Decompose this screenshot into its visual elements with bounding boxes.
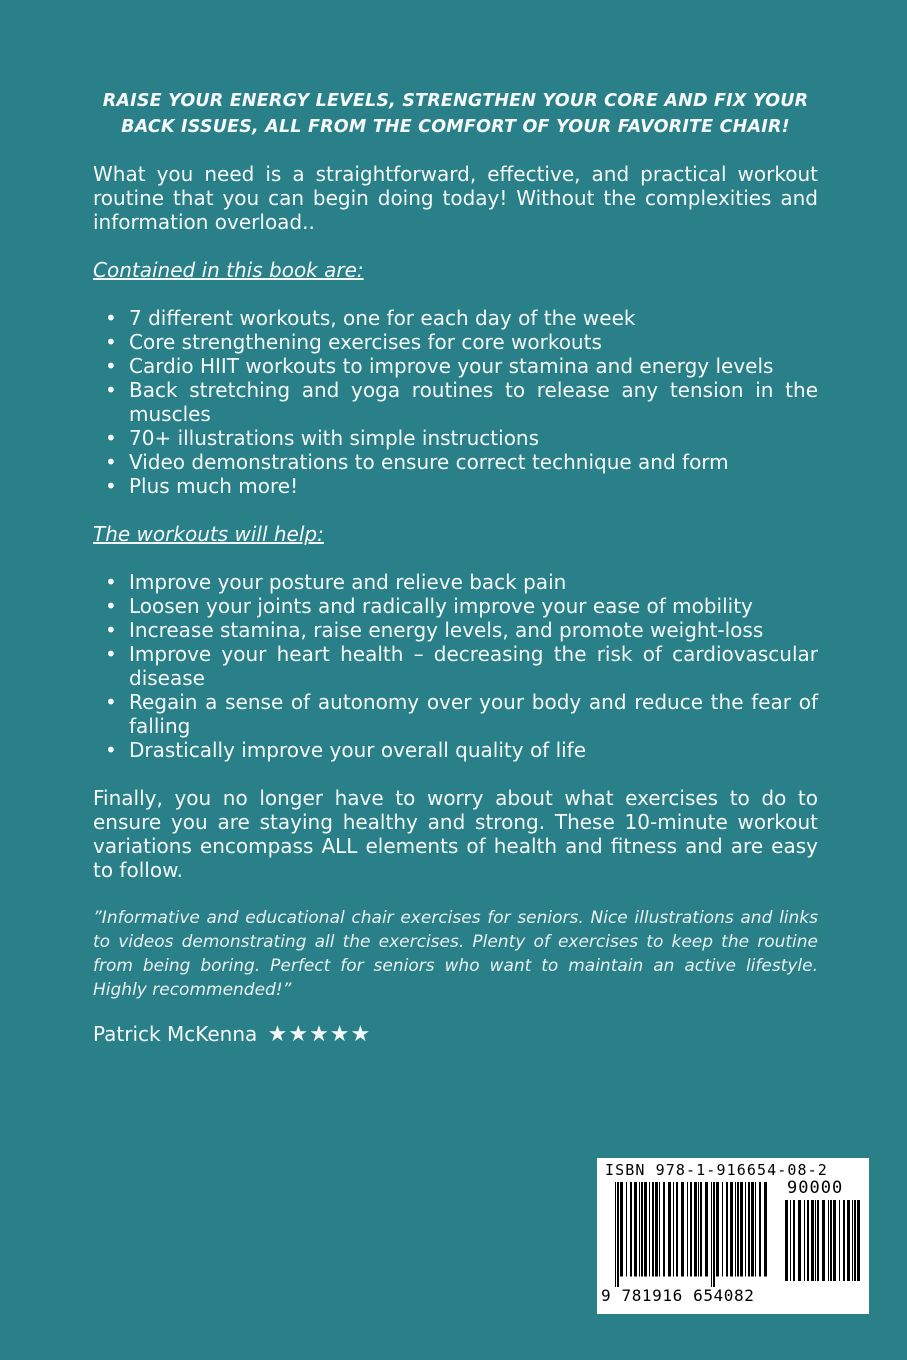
barcode-bar bbox=[847, 1200, 850, 1281]
barcode-bar bbox=[641, 1182, 643, 1277]
barcode-bar bbox=[659, 1182, 660, 1277]
contents-heading: Contained in this book are: bbox=[93, 258, 364, 282]
list-item: • Cardio HIIT workouts to improve your stamina and energy levels bbox=[93, 354, 818, 378]
headline: RAISE YOUR ENERGY LEVELS, STRENGTHEN YOUR CORE AND FIX YOUR BACK ISSUES, ALL FROM THE COMFORT OF YOUR FAVORITE CHAIR! bbox=[102, 91, 809, 137]
reviewer-name: Patrick McKenna bbox=[93, 1022, 258, 1046]
barcode-bar bbox=[852, 1200, 853, 1281]
barcode-bar bbox=[630, 1182, 632, 1277]
list-item: • Drastically improve your overall quality of life bbox=[93, 738, 818, 762]
barcode-bar bbox=[615, 1182, 616, 1287]
barcode-bar bbox=[735, 1182, 736, 1277]
barcode-bar bbox=[833, 1200, 836, 1281]
contents-list bbox=[93, 306, 818, 498]
barcode-bar bbox=[745, 1182, 746, 1277]
barcode-bar bbox=[740, 1182, 743, 1277]
barcode-bar bbox=[649, 1182, 650, 1277]
list-item: • 7 different workouts, one for each day of the week bbox=[93, 306, 818, 330]
benefits-heading: The workouts will help: bbox=[93, 522, 324, 546]
barcode-bar bbox=[617, 1182, 619, 1287]
barcode-bar bbox=[807, 1200, 809, 1281]
barcode-bar bbox=[822, 1200, 825, 1281]
barcode-bar bbox=[751, 1182, 754, 1277]
benefits-list bbox=[93, 570, 818, 762]
list-item: • Regain a sense of autonomy over your body and reduce the fear of falling bbox=[93, 690, 818, 738]
barcode-bar bbox=[722, 1182, 723, 1277]
barcode-bar bbox=[681, 1182, 684, 1277]
ean-barcode-bars bbox=[615, 1182, 771, 1287]
barcode-bar bbox=[785, 1200, 788, 1281]
barcode-bar bbox=[857, 1200, 860, 1281]
barcode-bar bbox=[700, 1182, 702, 1277]
barcode-bar bbox=[652, 1182, 654, 1277]
barcode-bar bbox=[655, 1182, 658, 1277]
list-item: • 70+ illustrations with simple instructions bbox=[93, 426, 818, 450]
barcode-bar bbox=[737, 1182, 739, 1277]
barcode-bar bbox=[755, 1182, 756, 1277]
isbn-text: ISBN 978-1-916654-08-2 bbox=[605, 1161, 828, 1179]
barcode-bar bbox=[726, 1182, 728, 1277]
barcode-bar bbox=[843, 1200, 845, 1281]
barcode-bar bbox=[644, 1182, 647, 1277]
barcode-bar bbox=[634, 1182, 637, 1277]
intro-paragraph: What you need is a straightforward, effective, and practical workout routine that you can begin doing today! Without the complexities and information overload.. bbox=[93, 162, 818, 234]
list-item: • Back stretching and yoga routines to release any tension in the muscles bbox=[93, 378, 818, 426]
barcode-bar bbox=[854, 1200, 856, 1281]
barcode-bar bbox=[730, 1182, 733, 1277]
list-item: • Plus much more! bbox=[93, 474, 818, 498]
barcode-bar bbox=[711, 1182, 712, 1287]
barcode-bar bbox=[690, 1182, 692, 1277]
barcode-bar bbox=[748, 1182, 750, 1277]
list-item: • Core strengthening exercises for core workouts bbox=[93, 330, 818, 354]
list-item: • Loosen your joints and radically improve your ease of mobility bbox=[93, 594, 818, 618]
barcode-bar bbox=[626, 1182, 627, 1277]
list-item: • Video demonstrations to ensure correct technique and form bbox=[93, 450, 818, 474]
barcode-bar bbox=[676, 1182, 678, 1277]
barcode-bar bbox=[673, 1182, 674, 1277]
barcode-bar bbox=[764, 1182, 767, 1277]
barcode-bar bbox=[620, 1182, 623, 1277]
barcode-bar bbox=[815, 1200, 816, 1281]
barcode-bar bbox=[798, 1200, 801, 1281]
barcode-bar bbox=[839, 1200, 840, 1281]
barcode-bar bbox=[804, 1200, 805, 1281]
barcode-bar bbox=[639, 1182, 640, 1277]
barcode-bar bbox=[668, 1182, 671, 1277]
barcode-bar bbox=[790, 1200, 791, 1281]
barcode-bar bbox=[694, 1182, 697, 1277]
list-item: • Improve your posture and relieve back pain bbox=[93, 570, 818, 594]
ean-number: 9 781916 654082 bbox=[601, 1286, 755, 1305]
barcode-bar bbox=[687, 1182, 688, 1277]
isbn-barcode bbox=[597, 1158, 869, 1314]
barcode-bar bbox=[663, 1182, 665, 1277]
barcode-bar bbox=[793, 1200, 795, 1281]
barcode-bar bbox=[828, 1200, 829, 1281]
barcode-bar bbox=[817, 1200, 819, 1281]
list-item: • Increase stamina, raise energy levels, and promote weight-loss bbox=[93, 618, 818, 642]
closing-paragraph: Finally, you no longer have to worry about what exercises to do to ensure you are staying healthy and strong. These 10-minute workout variations encompass ALL elements of health and fitness and are easy to follow. bbox=[93, 786, 818, 882]
barcode-bar bbox=[811, 1200, 814, 1281]
barcode-bar bbox=[759, 1182, 761, 1277]
back-cover-text bbox=[93, 88, 818, 1049]
barcode-bar bbox=[705, 1182, 708, 1277]
list-item: • Improve your heart health – decreasing the risk of cardiovascular disease bbox=[93, 642, 818, 690]
barcode-bar bbox=[698, 1182, 699, 1277]
price-code: 90000 bbox=[787, 1178, 844, 1198]
barcode-bar bbox=[713, 1182, 715, 1287]
barcode-bar bbox=[716, 1182, 719, 1277]
star-rating-icon: ★★★★★ bbox=[267, 1022, 372, 1047]
review-quote: ”Informative and educational chair exercises for seniors. Nice illustrations and links to videos demonstrating all the exercises. Plenty of exercises to keep the routine from being boring. Perfect for seniors who want to maintain an active lifestyle. Highly recommended!” bbox=[93, 908, 818, 1000]
barcode-bar bbox=[830, 1200, 832, 1281]
review-attribution bbox=[93, 1020, 818, 1049]
addon-barcode-bars bbox=[785, 1200, 861, 1290]
